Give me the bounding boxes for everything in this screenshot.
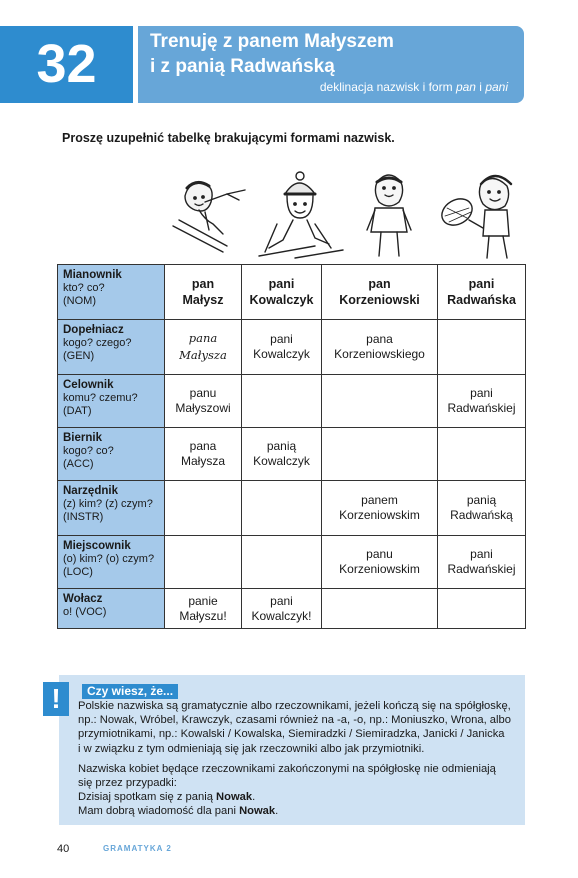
blank-answer-cell[interactable] (165, 536, 242, 589)
table-row-dat (58, 375, 526, 428)
table-row-gen (58, 320, 526, 375)
case-label-dat: Celownik komu? czemu? (DAT) (58, 375, 165, 428)
info-title: Czy wiesz, że... (82, 684, 178, 699)
form-cell: panu Korzeniowskim (322, 536, 438, 589)
lesson-number-box (0, 26, 133, 103)
blank-answer-cell[interactable] (438, 320, 526, 375)
header-cell: pan Małysz (165, 265, 242, 320)
lesson-subtitle (320, 80, 508, 94)
form-cell: pani Radwańskiej (438, 536, 526, 589)
blank-answer-cell[interactable] (322, 589, 438, 629)
blank-answer-cell[interactable] (242, 375, 322, 428)
form-cell: pani Kowalczyk (242, 320, 322, 375)
table-row-loc (58, 536, 526, 589)
lesson-number: 32 (36, 34, 97, 94)
lesson-title-line2: i z panią Radwańską (150, 56, 335, 77)
case-label-instr: Narzędnik (z) kim? (z) czym? (INSTR) (58, 481, 165, 536)
info-line: Polskie nazwiska są gramatycznie albo rzeczownikami, jeżeli kończą się na spółgłoskę, (78, 700, 511, 712)
lesson-title-line1: Trenuję z panem Małyszem (150, 31, 394, 52)
blank-answer-cell[interactable] (322, 428, 438, 481)
case-abbr: (NOM) (63, 295, 96, 307)
info-line: np.: Nowak, Wróbel, Krawczyk, czasami również na -a, -o, np.: Moniuszko, Wrona, albo (78, 714, 511, 727)
blank-answer-cell[interactable] (242, 536, 322, 589)
form-cell: pani Kowalczyk! (242, 589, 322, 629)
case-label-acc: Biernik kogo? co? (ACC) (58, 428, 165, 481)
blank-answer-cell[interactable] (242, 481, 322, 536)
ski-jumper-icon (165, 168, 255, 262)
case-question: kto? co? (63, 282, 105, 294)
header-cell: pan Korzeniowski (322, 265, 438, 320)
example-2: Mam dobrą wiadomość dla pani Nowak. (78, 805, 279, 818)
form-cell: panią Kowalczyk (242, 428, 322, 481)
blank-answer-cell[interactable] (165, 481, 242, 536)
case-label-gen: Dopełniacz kogo? czego? (GEN) (58, 320, 165, 375)
page-number: 40 (57, 843, 70, 855)
info-text (78, 699, 518, 825)
info-paragraph-2 (78, 762, 518, 819)
declension-table (57, 264, 526, 629)
subtitle-pan: pan (455, 80, 476, 94)
case-name: Mianownik (63, 269, 122, 281)
form-cell: panem Korzeniowskim (322, 481, 438, 536)
lesson-title-box (138, 26, 524, 103)
case-label-voc: Wołacz o! (VOC) (58, 589, 165, 629)
tennis-player-icon (435, 168, 525, 262)
table-row-acc (58, 428, 526, 481)
form-cell: pani Radwańskiej (438, 375, 526, 428)
example-1: Dzisiaj spotkam się z panią Nowak. (78, 791, 256, 804)
form-cell: pana Korzeniowskiego (322, 320, 438, 375)
table-row-instr (58, 481, 526, 536)
info-paragraph-1 (78, 699, 518, 756)
footballer-icon (345, 168, 435, 262)
form-cell: pana Małysza (165, 428, 242, 481)
footer-section: GRAMATYKA 2 (103, 844, 172, 853)
subtitle-text: deklinacja nazwisk i form (319, 80, 456, 94)
table-row-voc (58, 589, 526, 629)
info-line: przymiotnikami, np.: Kowalski / Kowalska, Siemiradzki / Siemiradzka, Janicki / Janicka (78, 728, 505, 741)
case-label-nom (58, 265, 165, 320)
blank-answer-cell[interactable] (322, 375, 438, 428)
exercise-instruction: Proszę uzupełnić tabelkę brakującymi formami nazwisk. (62, 131, 395, 145)
table-row-nom (58, 265, 526, 320)
info-line: Nazwiska kobiet będące rzeczownikami zakończonymi na spółgłoskę nie odmieniają (78, 762, 496, 775)
illustrations (165, 168, 525, 262)
subtitle-and: i (475, 80, 486, 94)
subtitle-pani: pani (485, 80, 508, 94)
exclamation-icon: ! (43, 682, 69, 716)
info-line: się przez przypadki: (78, 777, 177, 790)
header-cell: pani Radwańska (438, 265, 526, 320)
answer-cell-handwritten[interactable]: pana Małysza (165, 320, 242, 375)
skier-icon (255, 168, 345, 262)
form-cell: panią Radwańską (438, 481, 526, 536)
header-cell: pani Kowalczyk (242, 265, 322, 320)
info-line: i w związku z tym odmieniają się jak rzeczowniki albo jak przymiotniki. (78, 742, 425, 755)
form-cell: panu Małyszowi (165, 375, 242, 428)
blank-answer-cell[interactable] (438, 589, 526, 629)
case-label-loc: Miejscownik (o) kim? (o) czym? (LOC) (58, 536, 165, 589)
blank-answer-cell[interactable] (438, 428, 526, 481)
form-cell: panie Małyszu! (165, 589, 242, 629)
